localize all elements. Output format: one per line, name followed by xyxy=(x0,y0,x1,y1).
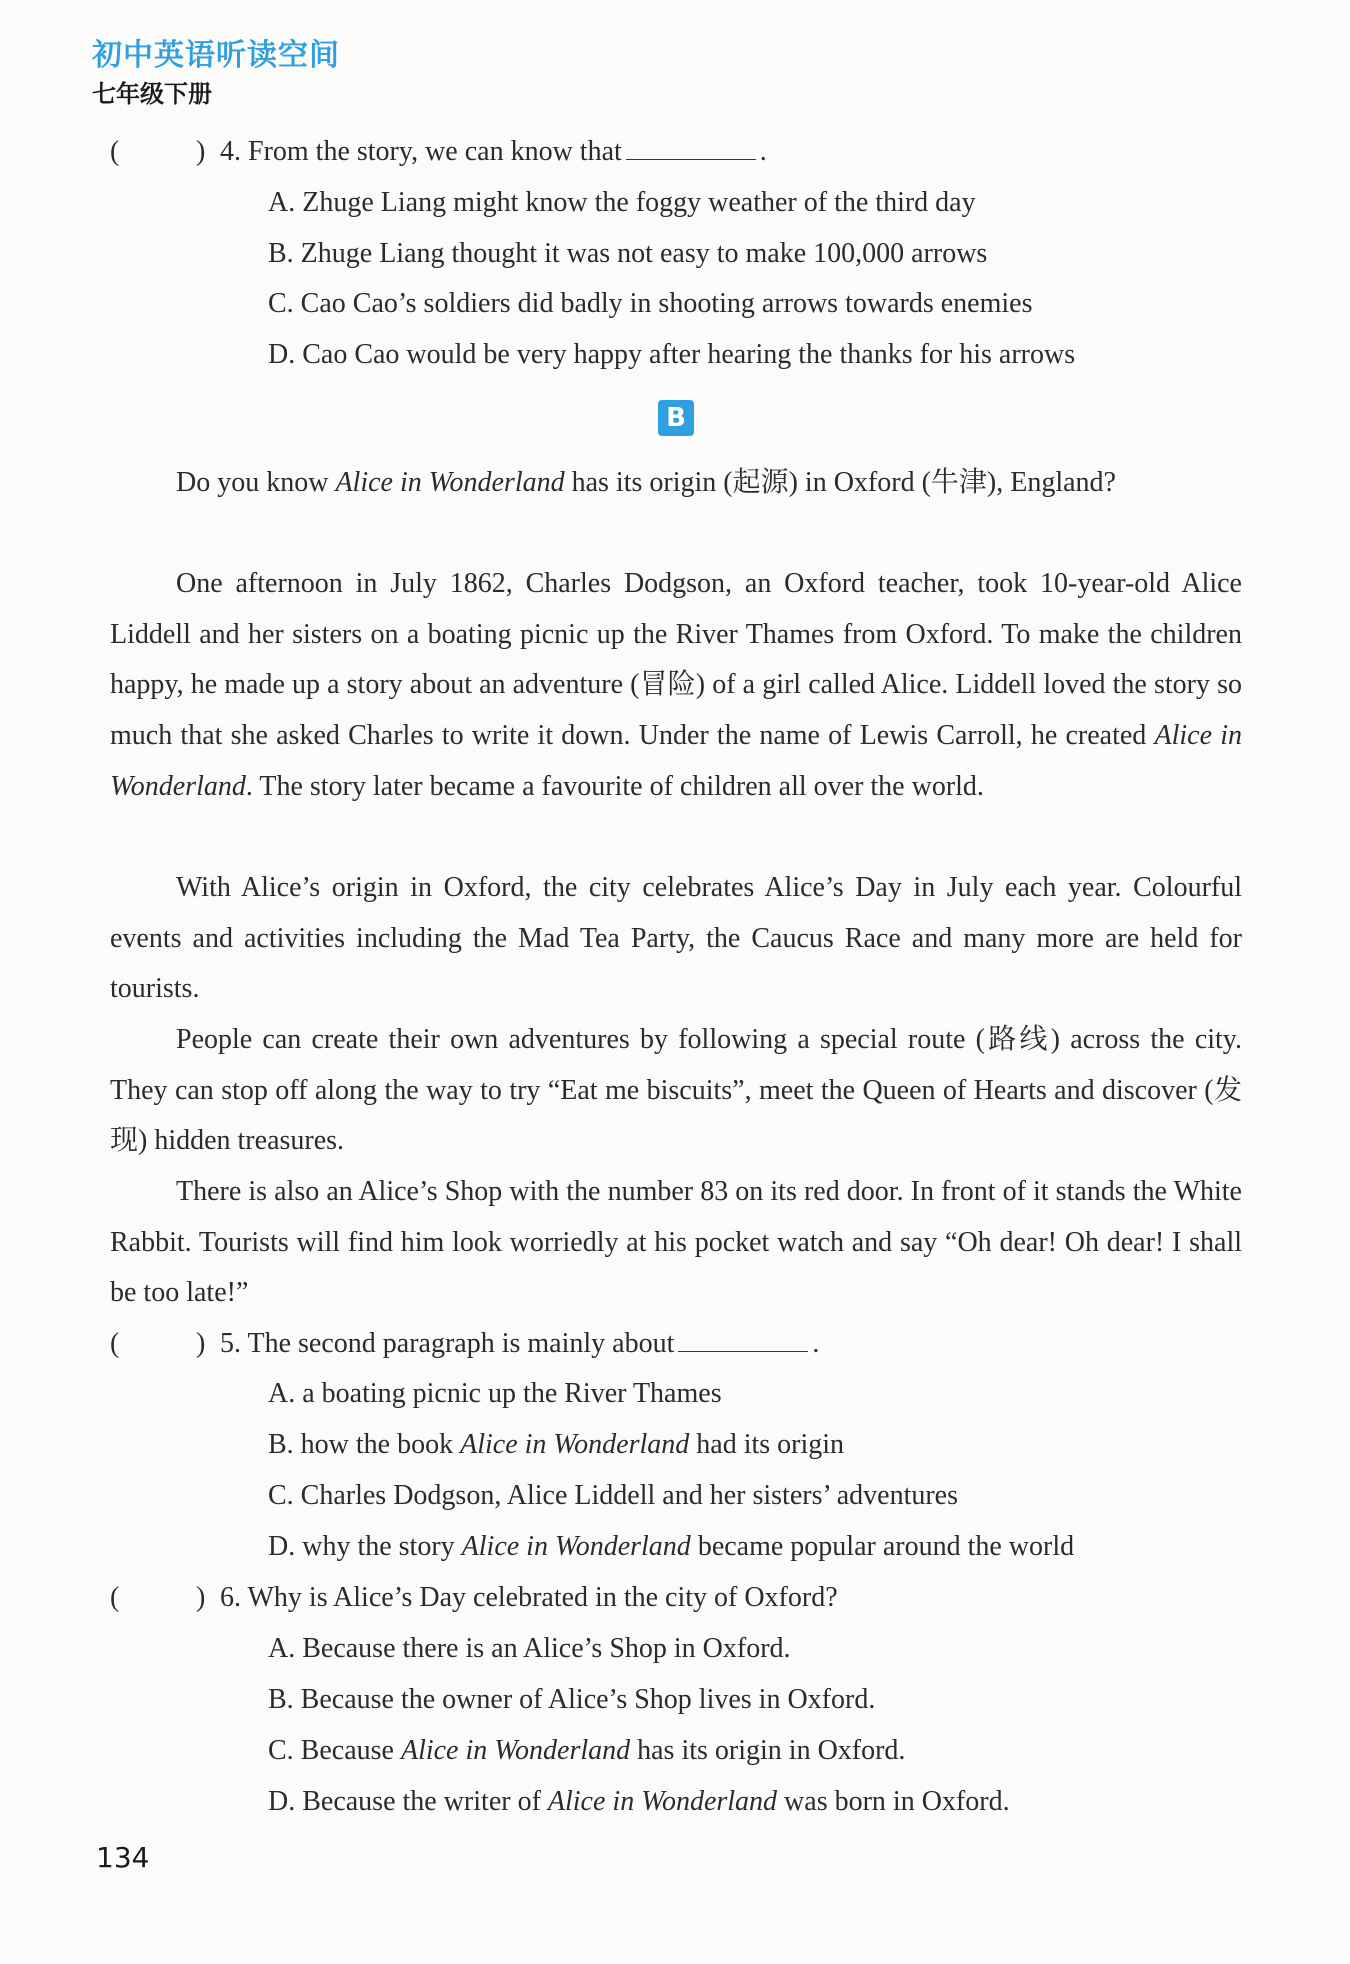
book-title: 初中英语听读空间 xyxy=(92,38,340,73)
question-4-option-c: C. Cao Cao’s soldiers did badly in shooting arrows towards enemies xyxy=(268,288,1033,319)
question-4-stem: ( ) 4. From the story, we can know that . xyxy=(110,132,767,172)
question-4-option-d: D. Cao Cao would be very happy after hearing the thanks for his arrows xyxy=(268,339,1076,370)
question-6-text: 6. Why is Alice’s Day celebrated in the city of Oxford? xyxy=(220,1582,838,1613)
passage-paragraph-2: One afternoon in July 1862, Charles Dodgson, an Oxford teacher, took 10-year-old Alice Liddell and her sisters on a boating picnic up the River Thames from Oxford. To make the children happy, he made up a story about an adventure (冒险) of a girl called Alice. Liddell loved the story so much that she asked Charles to write it down. Under the name of Lewis Carroll, he created Alice in Wonderland. The story later became a favourite of children all over the world. xyxy=(110,568,1243,802)
question-4-text: 4. From the story, we can know that xyxy=(220,136,622,167)
question-5-option-b: B. how the book Alice in Wonderland had its origin xyxy=(268,1429,845,1460)
question-5-text: 5. The second paragraph is mainly about xyxy=(220,1328,675,1359)
passage-paragraph-1: Do you know Alice in Wonderland has its origin (起源) in Oxford (牛津), England? xyxy=(176,467,1116,498)
question-6-option-c: C. Because Alice in Wonderland has its origin in Oxford. xyxy=(268,1735,906,1766)
book-header xyxy=(92,36,340,110)
page-number: 134 xyxy=(96,1841,150,1874)
question-5-option-a: A. a boating picnic up the River Thames xyxy=(268,1378,722,1409)
book-subtitle: 七年级下册 xyxy=(92,79,212,108)
question-4-option-a: A. Zhuge Liang might know the foggy weather of the third day xyxy=(268,187,976,218)
question-5-stem: ( ) 5. The second paragraph is mainly about . xyxy=(110,1328,820,1359)
passage-paragraph-5: There is also an Alice’s Shop with the number 83 on its red door. In front of it stands the White Rabbit. Tourists will find him look worriedly at his pocket watch and say “Oh dear! Oh dear! I shall be too late!” xyxy=(110,1176,1242,1309)
question-6-stem: ( ) 6. Why is Alice’s Day celebrated in the city of Oxford? xyxy=(110,1582,838,1613)
passage-paragraph-4: People can create their own adventures by following a special route (路线) across the city. They can stop off along the way to try “Eat me biscuits”, meet the Queen of Hearts and discover (发现) hidden treasures. xyxy=(110,1024,1242,1157)
question-5-option-d: D. why the story Alice in Wonderland became popular around the world xyxy=(268,1531,1075,1562)
answer-paren-open: ( xyxy=(110,136,120,167)
question-5-option-c: C. Charles Dodgson, Alice Liddell and her sisters’ adventures xyxy=(268,1480,958,1511)
answer-paren-close: ) xyxy=(196,136,206,167)
question-4-option-b: B. Zhuge Liang thought it was not easy to make 100,000 arrows xyxy=(268,238,988,269)
section-b-badge: B xyxy=(658,400,694,436)
question-6-option-d: D. Because the writer of Alice in Wonderland was born in Oxford. xyxy=(268,1786,1010,1817)
question-6-option-b: B. Because the owner of Alice’s Shop lives in Oxford. xyxy=(268,1684,876,1715)
answer-blank xyxy=(678,1327,808,1352)
passage-paragraph-3: With Alice’s origin in Oxford, the city celebrates Alice’s Day in July each year. Colourful events and activities including the Mad Tea Party, the Caucus Race and many more are held for tourists. xyxy=(110,872,1242,1005)
answer-blank xyxy=(626,135,756,160)
question-6-option-a: A. Because there is an Alice’s Shop in Oxford. xyxy=(268,1633,791,1664)
